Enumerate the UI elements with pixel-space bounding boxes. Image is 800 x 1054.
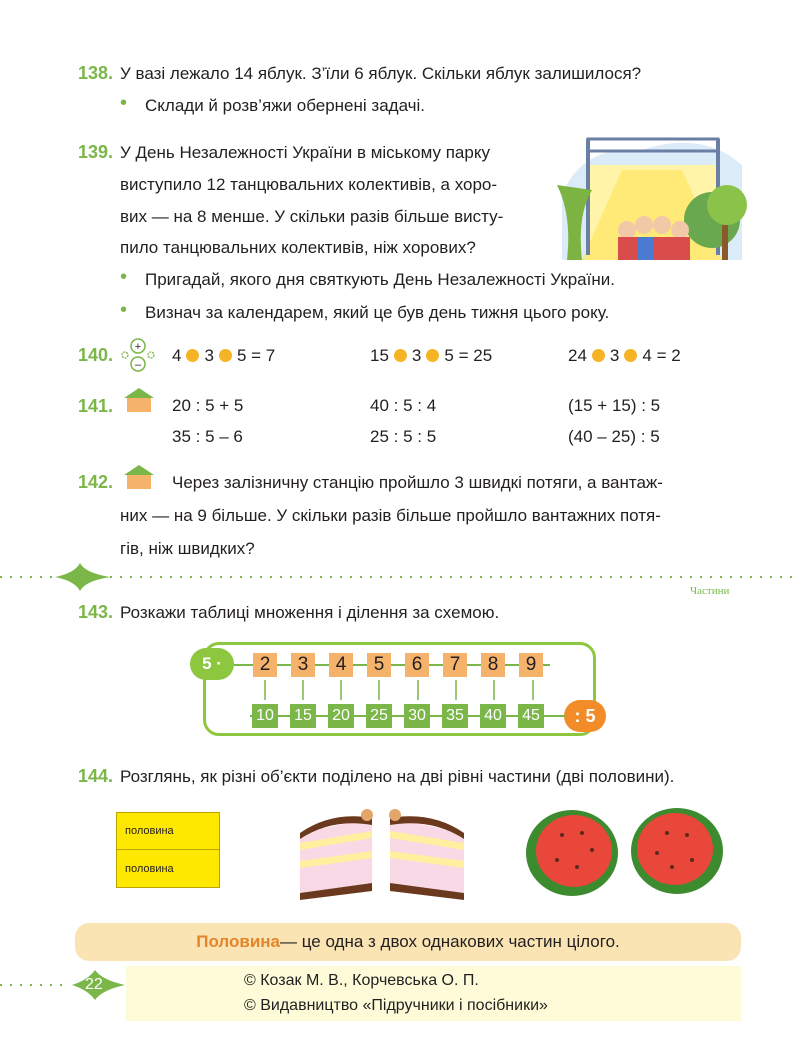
homework-house-icon <box>122 386 156 412</box>
watermelon-halves-illustration <box>522 805 727 897</box>
factor-box: 7 <box>443 653 467 677</box>
page-number-decoration <box>0 970 140 1000</box>
product-box: 30 <box>404 704 430 728</box>
expression: 25 : 5 : 5 <box>370 427 437 446</box>
product-box: 25 <box>366 704 392 728</box>
equation: 4 3 5 = 7 <box>172 346 276 365</box>
top-number-row <box>253 653 543 677</box>
task-138-number: 138. <box>78 63 114 83</box>
factor-box: 8 <box>481 653 505 677</box>
task-142-line: них — на 9 більше. У скільки разів більше пройшло вантажних потя- <box>120 506 661 525</box>
cake-halves-illustration <box>292 803 472 903</box>
task-139-number: 139. <box>78 142 114 162</box>
product-box: 15 <box>290 704 316 728</box>
task-142-line: Через залізничну станцію пройшло 3 швидкі потяги, а вантаж- <box>172 473 663 492</box>
blank-dot-icon <box>426 349 439 362</box>
task-141-number: 141. <box>78 396 114 416</box>
copyright-line: © Видавництво «Підручники і посібники» <box>244 997 548 1014</box>
half-label: половина <box>116 850 220 888</box>
half-label: половина <box>116 812 220 850</box>
factor-box: 3 <box>291 653 315 677</box>
equation: 15 3 5 = 25 <box>370 346 493 365</box>
factor-box: 6 <box>405 653 429 677</box>
expression: 40 : 5 : 4 <box>370 396 437 415</box>
factor-box: 9 <box>519 653 543 677</box>
task-144-text: Розглянь, як різні об’єкти поділено на дві рівні частини (дві половини). <box>120 767 675 786</box>
task-139-line: виступило 12 танцювальних колективів, а хоро- <box>120 175 498 194</box>
star-icon <box>55 563 110 591</box>
concert-stage-illustration <box>552 125 748 260</box>
task-143-text: Розкажи таблиці множення і ділення за схемою. <box>120 603 500 622</box>
task-138-bullet: Склади й розв’яжи обернені задачі. <box>145 96 426 115</box>
bullet-icon: • <box>120 266 128 288</box>
blank-dot-icon <box>624 349 637 362</box>
definition-text: — це одна з двох однакових частин цілого. <box>280 932 620 951</box>
task-142-number: 142. <box>78 472 114 492</box>
divisor-badge: : 5 <box>564 700 606 732</box>
definition-box <box>75 923 741 961</box>
product-box: 35 <box>442 704 468 728</box>
bottom-number-row <box>252 704 544 728</box>
homework-house-icon <box>122 463 156 489</box>
task-143-number: 143. <box>78 602 114 622</box>
factor-box: 4 <box>329 653 353 677</box>
expression: (40 – 25) : 5 <box>568 427 660 446</box>
task-138-text: У вазі лежало 14 яблук. З’їли 6 яблук. Скільки яблук залишилося? <box>120 64 642 83</box>
task-142-line: гів, ніж швидких? <box>120 539 255 558</box>
bullet-icon: • <box>120 299 128 321</box>
blank-dot-icon <box>592 349 605 362</box>
task-144-number: 144. <box>78 766 114 786</box>
product-box: 40 <box>480 704 506 728</box>
task-139-line: вих — на 8 менше. У скільки разів більше висту- <box>120 207 504 226</box>
svg-text:–: – <box>134 359 142 371</box>
task-140-number: 140. <box>78 345 114 365</box>
blank-dot-icon <box>219 349 232 362</box>
copyright-line: © Козак М. В., Корчевська О. П. <box>244 972 479 989</box>
product-box: 10 <box>252 704 278 728</box>
plus-minus-signs-icon <box>118 337 158 373</box>
bullet-icon: • <box>120 92 128 114</box>
expression: 20 : 5 + 5 <box>172 396 244 415</box>
task-139-bullet: Визнач за календарем, який це був день тижня цього року. <box>145 303 610 322</box>
section-title: Частини <box>690 585 730 597</box>
definition-term: Половина <box>196 932 280 951</box>
section-divider <box>0 563 800 593</box>
page-number: 22 <box>85 976 103 993</box>
task-139-bullet: Пригадай, якого дня святкують День Незалежності України. <box>145 270 615 289</box>
product-box: 45 <box>518 704 544 728</box>
product-box: 20 <box>328 704 354 728</box>
factor-box: 2 <box>253 653 277 677</box>
factor-box: 5 <box>367 653 391 677</box>
blank-dot-icon <box>394 349 407 362</box>
equation: 24 3 4 = 2 <box>568 346 681 365</box>
expression: (15 + 15) : 5 <box>568 396 661 415</box>
task-139-line: пило танцювальних колективів, ніж хорових? <box>120 238 476 257</box>
multiplier-badge: 5 · <box>190 648 234 680</box>
svg-text:+: + <box>134 341 142 353</box>
task-139-line: У День Незалежності України в міському парку <box>120 143 490 162</box>
blank-dot-icon <box>186 349 199 362</box>
halved-rectangle <box>116 812 220 888</box>
expression: 35 : 5 – 6 <box>172 427 243 446</box>
